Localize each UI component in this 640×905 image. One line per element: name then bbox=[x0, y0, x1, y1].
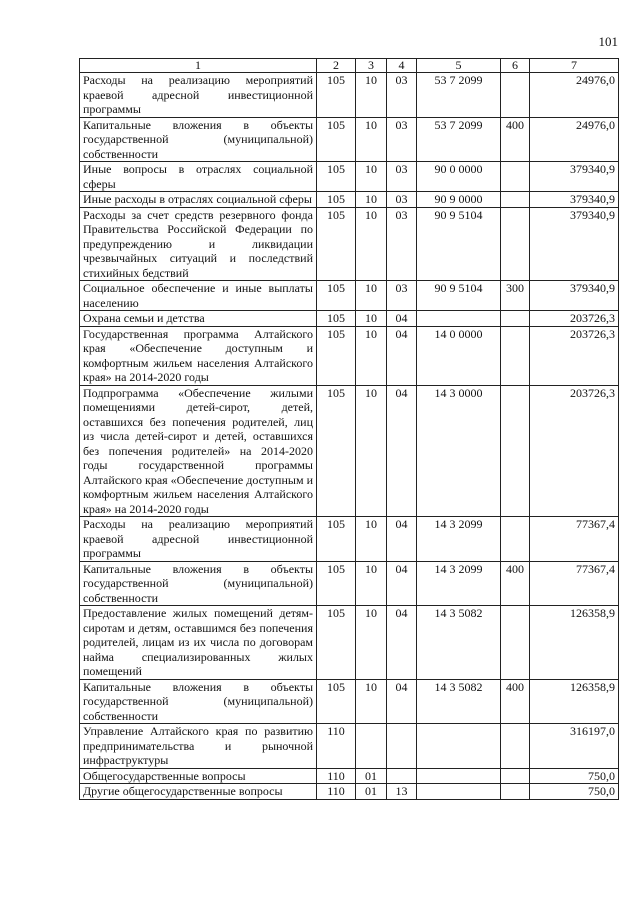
section-code-cell: 10 bbox=[356, 281, 387, 311]
column-header: 7 bbox=[530, 59, 619, 73]
amount-cell: 379340,9 bbox=[530, 207, 619, 281]
subsection-code-cell: 13 bbox=[387, 784, 417, 800]
target-article-cell: 14 0 0000 bbox=[417, 326, 501, 385]
table-row bbox=[80, 561, 619, 606]
ministry-code-cell: 105 bbox=[317, 517, 356, 562]
expense-type-cell bbox=[501, 724, 530, 769]
ministry-code-cell: 105 bbox=[317, 561, 356, 606]
table-row bbox=[80, 724, 619, 769]
ministry-code-cell: 105 bbox=[317, 679, 356, 724]
header-row bbox=[80, 59, 619, 73]
ministry-code-cell: 105 bbox=[317, 117, 356, 162]
subsection-code-cell: 03 bbox=[387, 192, 417, 208]
target-article-cell bbox=[417, 311, 501, 327]
ministry-code-cell: 110 bbox=[317, 768, 356, 784]
expense-type-cell bbox=[501, 162, 530, 192]
expense-type-cell bbox=[501, 326, 530, 385]
section-code-cell: 10 bbox=[356, 162, 387, 192]
table-row bbox=[80, 606, 619, 680]
target-article-cell bbox=[417, 724, 501, 769]
subsection-code-cell: 03 bbox=[387, 117, 417, 162]
section-code-cell: 01 bbox=[356, 768, 387, 784]
section-code-cell: 10 bbox=[356, 192, 387, 208]
table-row bbox=[80, 162, 619, 192]
column-header: 4 bbox=[387, 59, 417, 73]
amount-cell: 24976,0 bbox=[530, 117, 619, 162]
amount-cell: 77367,4 bbox=[530, 561, 619, 606]
subsection-code-cell: 04 bbox=[387, 326, 417, 385]
row-name-cell: Расходы на реализацию мероприятий краевой адресной инвестиционной программы bbox=[80, 517, 317, 562]
section-code-cell: 10 bbox=[356, 117, 387, 162]
table-row bbox=[80, 385, 619, 517]
subsection-code-cell: 03 bbox=[387, 162, 417, 192]
amount-cell: 750,0 bbox=[530, 784, 619, 800]
table-row bbox=[80, 192, 619, 208]
table-row bbox=[80, 311, 619, 327]
expense-type-cell bbox=[501, 768, 530, 784]
subsection-code-cell: 03 bbox=[387, 207, 417, 281]
expense-type-cell: 400 bbox=[501, 679, 530, 724]
section-code-cell: 10 bbox=[356, 73, 387, 118]
expense-type-cell: 300 bbox=[501, 281, 530, 311]
column-header: 3 bbox=[356, 59, 387, 73]
amount-cell: 126358,9 bbox=[530, 679, 619, 724]
table-row bbox=[80, 73, 619, 118]
table-row bbox=[80, 679, 619, 724]
amount-cell: 24976,0 bbox=[530, 73, 619, 118]
amount-cell: 316197,0 bbox=[530, 724, 619, 769]
row-name-cell: Государственная программа Алтайского края «Обеспечение доступным и комфортным жильем населения Алтайского края» на 2014-2020 годы bbox=[80, 326, 317, 385]
target-article-cell: 53 7 2099 bbox=[417, 73, 501, 118]
row-name-cell: Управление Алтайского края по развитию предпринимательства и рыночной инфраструктуры bbox=[80, 724, 317, 769]
section-code-cell: 10 bbox=[356, 606, 387, 680]
section-code-cell: 10 bbox=[356, 385, 387, 517]
column-header: 6 bbox=[501, 59, 530, 73]
amount-cell: 379340,9 bbox=[530, 192, 619, 208]
section-code-cell: 10 bbox=[356, 517, 387, 562]
subsection-code-cell: 04 bbox=[387, 311, 417, 327]
page-number: 101 bbox=[598, 34, 618, 49]
row-name-cell: Общегосударственные вопросы bbox=[80, 768, 317, 784]
subsection-code-cell bbox=[387, 768, 417, 784]
ministry-code-cell: 105 bbox=[317, 162, 356, 192]
row-name-cell: Расходы на реализацию мероприятий краевой адресной инвестиционной программы bbox=[80, 73, 317, 118]
target-article-cell: 90 9 5104 bbox=[417, 281, 501, 311]
subsection-code-cell bbox=[387, 724, 417, 769]
subsection-code-cell: 04 bbox=[387, 679, 417, 724]
expense-type-cell bbox=[501, 606, 530, 680]
amount-cell: 77367,4 bbox=[530, 517, 619, 562]
subsection-code-cell: 04 bbox=[387, 385, 417, 517]
table-body bbox=[80, 73, 619, 800]
subsection-code-cell: 03 bbox=[387, 281, 417, 311]
target-article-cell: 14 3 5082 bbox=[417, 679, 501, 724]
table-row bbox=[80, 326, 619, 385]
subsection-code-cell: 04 bbox=[387, 561, 417, 606]
ministry-code-cell: 105 bbox=[317, 311, 356, 327]
expense-type-cell bbox=[501, 73, 530, 118]
amount-cell: 750,0 bbox=[530, 768, 619, 784]
ministry-code-cell: 105 bbox=[317, 385, 356, 517]
expense-type-cell bbox=[501, 192, 530, 208]
target-article-cell: 90 0 0000 bbox=[417, 162, 501, 192]
target-article-cell: 90 9 5104 bbox=[417, 207, 501, 281]
section-code-cell bbox=[356, 724, 387, 769]
table-row bbox=[80, 117, 619, 162]
expense-type-cell bbox=[501, 311, 530, 327]
section-code-cell: 01 bbox=[356, 784, 387, 800]
ministry-code-cell: 105 bbox=[317, 207, 356, 281]
expense-type-cell bbox=[501, 207, 530, 281]
table-row bbox=[80, 784, 619, 800]
ministry-code-cell: 105 bbox=[317, 192, 356, 208]
target-article-cell bbox=[417, 784, 501, 800]
amount-cell: 379340,9 bbox=[530, 162, 619, 192]
table-row bbox=[80, 281, 619, 311]
section-code-cell: 10 bbox=[356, 561, 387, 606]
table-row bbox=[80, 517, 619, 562]
subsection-code-cell: 04 bbox=[387, 517, 417, 562]
section-code-cell: 10 bbox=[356, 679, 387, 724]
target-article-cell: 90 9 0000 bbox=[417, 192, 501, 208]
section-code-cell: 10 bbox=[356, 207, 387, 281]
row-name-cell: Предоставление жилых помещений детям-сиротам и детям, оставшимся без попечения родителей, лицам из их числа по договорам найма специализированных жилых помещений bbox=[80, 606, 317, 680]
row-name-cell: Иные вопросы в отраслях социальной сферы bbox=[80, 162, 317, 192]
target-article-cell: 14 3 2099 bbox=[417, 517, 501, 562]
table-row bbox=[80, 768, 619, 784]
row-name-cell: Подпрограмма «Обеспечение жилыми помещениями детей-сирот, детей, оставшихся без попечения родителей, лиц из числа детей-сирот и детей, оставшихся без попечения родителей» на 2014-2020 годы государственной программы Алтайского края «Обеспечение доступным и комфортным жильем населения Алтайского края» на 2014-2020 годы bbox=[80, 385, 317, 517]
target-article-cell bbox=[417, 768, 501, 784]
row-name-cell: Другие общегосударственные вопросы bbox=[80, 784, 317, 800]
row-name-cell: Охрана семьи и детства bbox=[80, 311, 317, 327]
target-article-cell: 14 3 2099 bbox=[417, 561, 501, 606]
section-code-cell: 10 bbox=[356, 326, 387, 385]
expense-type-cell bbox=[501, 517, 530, 562]
ministry-code-cell: 105 bbox=[317, 326, 356, 385]
expense-type-cell: 400 bbox=[501, 117, 530, 162]
amount-cell: 379340,9 bbox=[530, 281, 619, 311]
row-name-cell: Капитальные вложения в объекты государственной (муниципальной) собственности bbox=[80, 117, 317, 162]
budget-table bbox=[79, 58, 619, 800]
amount-cell: 203726,3 bbox=[530, 311, 619, 327]
ministry-code-cell: 105 bbox=[317, 281, 356, 311]
amount-cell: 203726,3 bbox=[530, 385, 619, 517]
column-header: 1 bbox=[80, 59, 317, 73]
row-name-cell: Капитальные вложения в объекты государственной (муниципальной) собственности bbox=[80, 561, 317, 606]
expense-type-cell bbox=[501, 784, 530, 800]
row-name-cell: Социальное обеспечение и иные выплаты населению bbox=[80, 281, 317, 311]
row-name-cell: Иные расходы в отраслях социальной сферы bbox=[80, 192, 317, 208]
ministry-code-cell: 105 bbox=[317, 73, 356, 118]
amount-cell: 203726,3 bbox=[530, 326, 619, 385]
ministry-code-cell: 105 bbox=[317, 606, 356, 680]
target-article-cell: 14 3 5082 bbox=[417, 606, 501, 680]
row-name-cell: Расходы за счет средств резервного фонда Правительства Российской Федерации по предупреждению и ликвидации чрезвычайных ситуаций и последствий стихийных бедствий bbox=[80, 207, 317, 281]
subsection-code-cell: 03 bbox=[387, 73, 417, 118]
amount-cell: 126358,9 bbox=[530, 606, 619, 680]
column-header: 2 bbox=[317, 59, 356, 73]
target-article-cell: 14 3 0000 bbox=[417, 385, 501, 517]
target-article-cell: 53 7 2099 bbox=[417, 117, 501, 162]
column-header: 5 bbox=[417, 59, 501, 73]
section-code-cell: 10 bbox=[356, 311, 387, 327]
expense-type-cell: 400 bbox=[501, 561, 530, 606]
expense-type-cell bbox=[501, 385, 530, 517]
ministry-code-cell: 110 bbox=[317, 724, 356, 769]
subsection-code-cell: 04 bbox=[387, 606, 417, 680]
ministry-code-cell: 110 bbox=[317, 784, 356, 800]
table-row bbox=[80, 207, 619, 281]
row-name-cell: Капитальные вложения в объекты государственной (муниципальной) собственности bbox=[80, 679, 317, 724]
